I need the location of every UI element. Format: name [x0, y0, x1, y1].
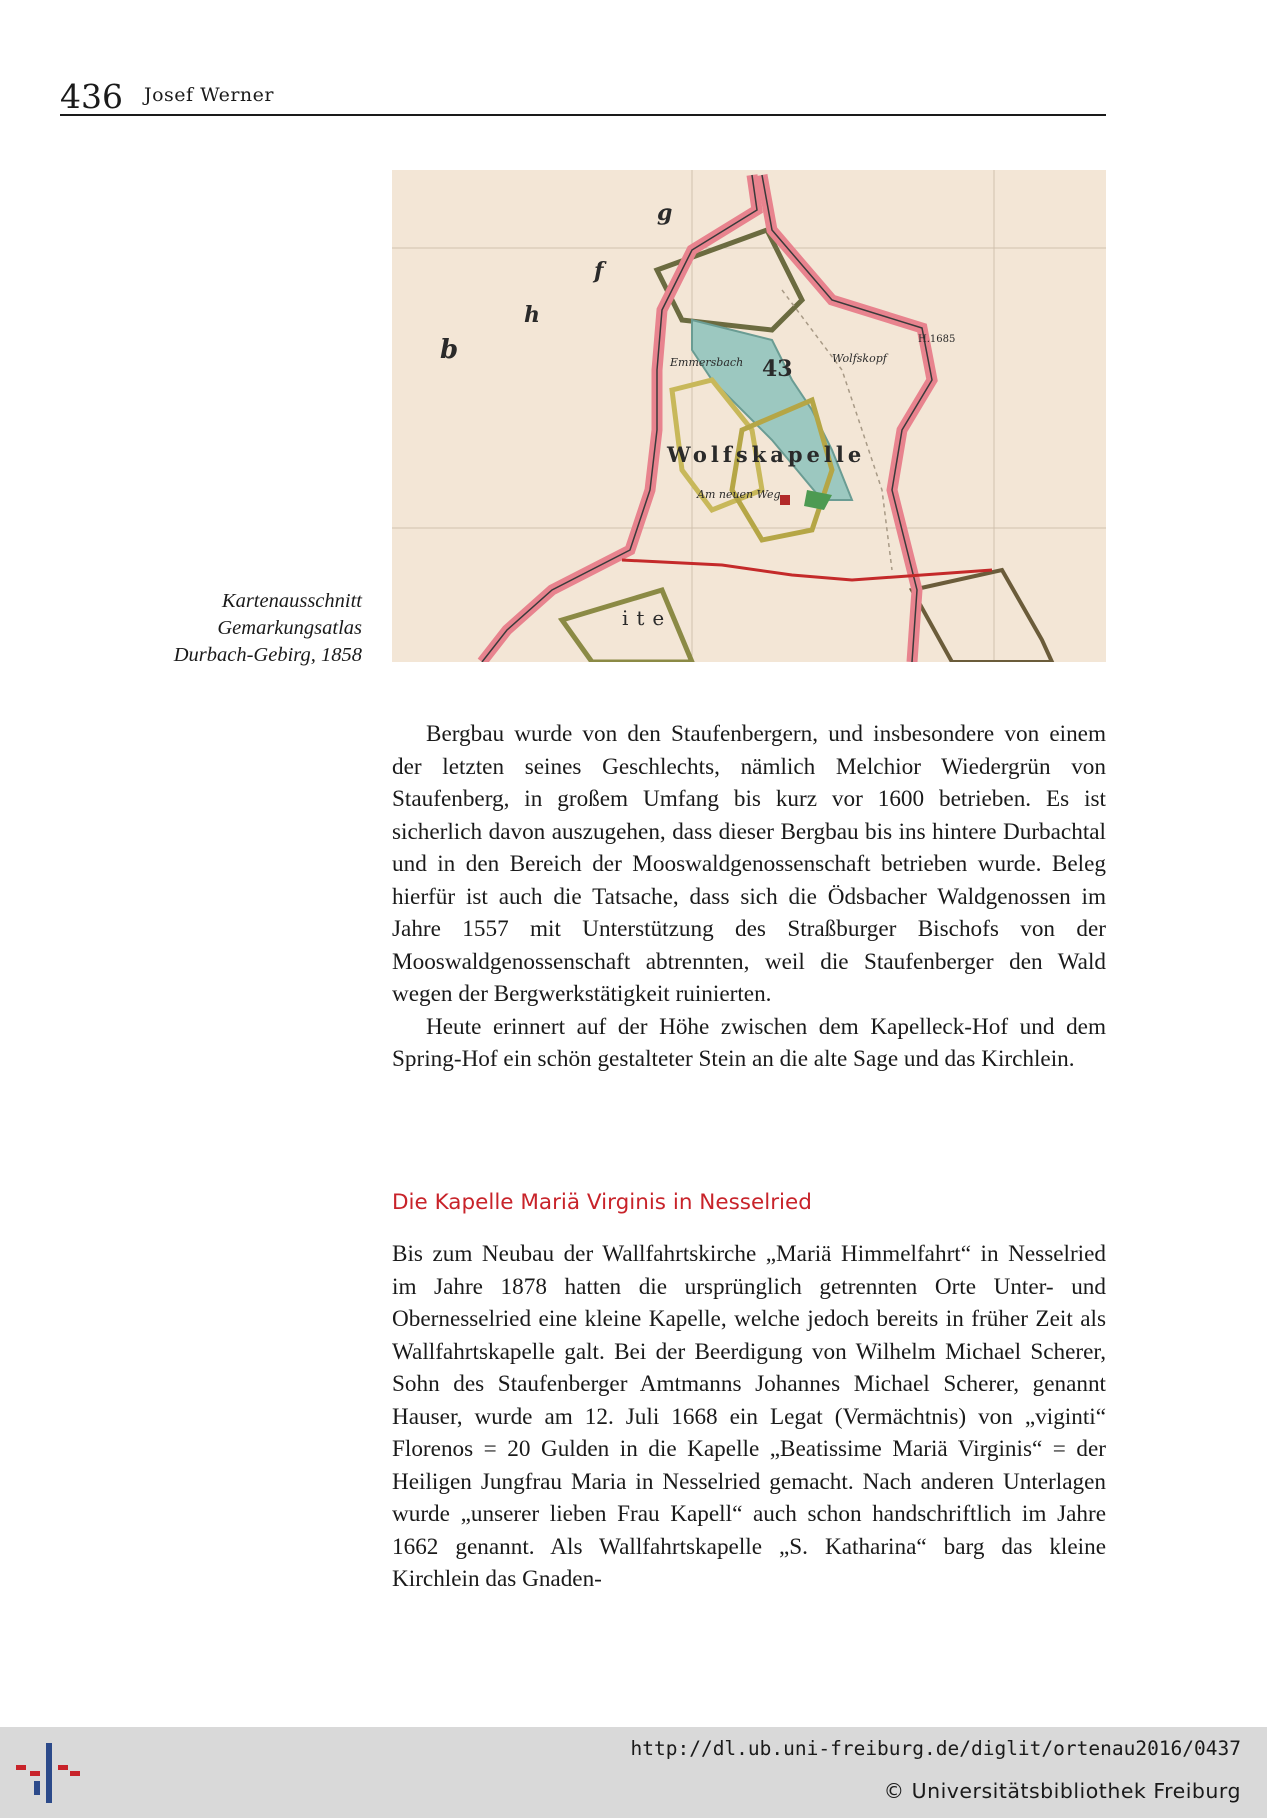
page-number: 436: [60, 77, 123, 116]
map-letter-f: f: [594, 258, 604, 284]
map-drawing: [392, 170, 1106, 662]
document-url-link[interactable]: http://dl.ub.uni-freiburg.de/diglit/ortenau2016/0437: [630, 1737, 1241, 1760]
section-heading: Die Kapelle Mariä Virginis in Nesselried: [392, 1190, 812, 1215]
caption-line: Gemarkungsatlas: [217, 617, 362, 639]
author-name: Josef Werner: [144, 84, 274, 106]
paragraph: Bergbau wurde von den Staufenbergern, und insbesondere von einem der letzten seines Geschlechts, nämlich Melchior Wiedergrün von Staufenberg, in großem Umfang bis kurz vor 1600 betrieben. Es ist sicherlich davon auszugehen, dass dieser Bergbau bis ins hintere Durbachtal und in den Bereich der Mooswaldgenossenschaft betrieben wurde. Beleg hierfür ist auch die Tatsache, dass sich die Ödsbacher Waldgenossen im Jahre 1557 mit Unterstützung des Straßburger Bischofs von der Mooswaldgenossenschaft abtrennten, weil die Staufenberger den Wald wegen der Bergwerkstätigkeit ruinierten.: [392, 721, 1106, 1007]
map-h-marker: H.1685: [918, 334, 956, 345]
running-header: [60, 77, 1106, 116]
footer-bar: [0, 1727, 1267, 1818]
body-text-lower: [392, 1238, 1106, 1596]
figure-caption: [60, 588, 362, 669]
map-letter-g: g: [657, 200, 673, 226]
map-lower-name: Am neuen Weg: [697, 488, 781, 501]
caption-line: Durbach-Gebirg, 1858: [173, 644, 362, 666]
copyright-notice: © Universitätsbibliothek Freiburg: [883, 1779, 1241, 1803]
map-letter-h: h: [524, 302, 540, 328]
map-fragment-ite: ite: [622, 606, 673, 630]
caption-line: Kartenausschnitt: [221, 590, 362, 612]
library-logo-icon: [16, 1741, 80, 1805]
map-right-name: Wolfskopf: [832, 352, 887, 365]
map-place-name: Wolfskapelle: [667, 442, 866, 467]
map-parcel-number: 43: [762, 356, 793, 382]
map-excerpt-image: [392, 170, 1106, 662]
paragraph: Bis zum Neubau der Wallfahrtskirche „Mariä Himmelfahrt“ in Nesselried im Jahre 1878 hatten die ursprünglich getrennten Orte Unter- und Obernesselried eine kleine Kapelle, welche jedoch bereits in früher Zeit als Wallfahrtskapelle galt. Bei der Beerdigung von Wilhelm Michael Scherer, Sohn des Staufenberger Amtmanns Johannes Michael Scherer, genannt Hauser, wurde am 12. Juli 1668 ein Legat (Vermächtnis) von „viginti“ Florenos = 20 Gulden in die Kapelle „Beatissime Mariä Virginis“ = der Heiligen Jungfrau Maria in Nesselried gemacht. Nach anderen Unterlagen wurde „unserer lieben Frau Kapell“ auch schon handschriftlich im Jahre 1662 genannt. Als Wallfahrtskapelle „S. Katharina“ barg das kleine Kirchlein das Gnaden-: [392, 1241, 1106, 1592]
map-letter-b: b: [440, 335, 459, 365]
map-left-name: Emmersbach: [670, 356, 744, 369]
body-text-upper: [392, 718, 1106, 1076]
paragraph: Heute erinnert auf der Höhe zwischen dem Kapelleck-Hof und dem Spring-Hof ein schön gestalteter Stein an die alte Sage und das Kirchlein.: [392, 1013, 1106, 1072]
